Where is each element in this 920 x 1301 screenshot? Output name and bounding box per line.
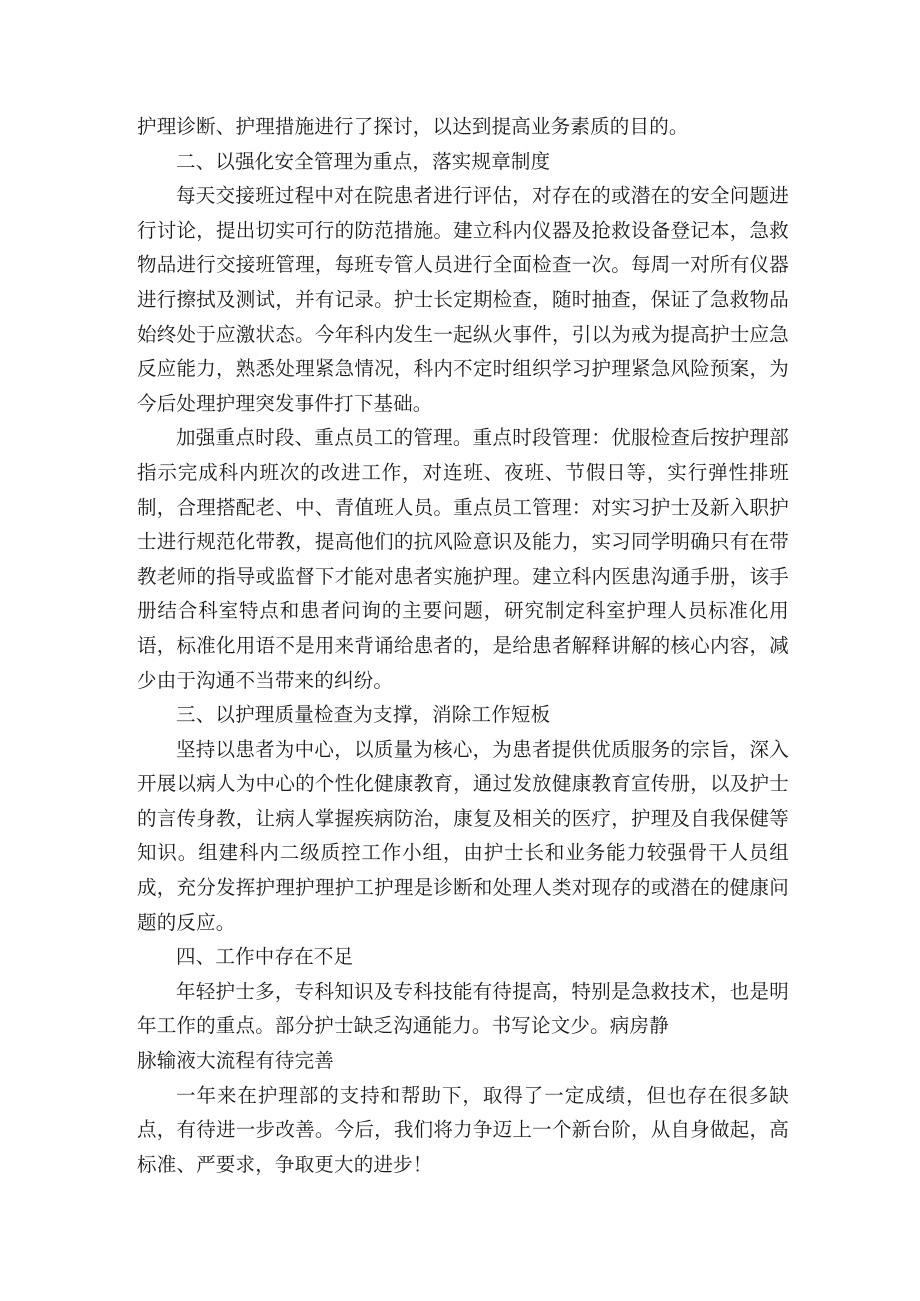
paragraph-patient-centered: 坚持以患者为中心，以质量为核心，为患者提供优质服务的宗旨，深入开展以病人为中心的个性化健康教育，通过发放健康教育宣传册，以及护士的言传身教，让病人掌握疾病防治，康复及相关的医疗，护理及自我保健等知识。组建科内二级质控工作小组，由护士长和业务能力较强骨干人员组成，充分发挥护理护理护工护理是诊断和处理人类对现存的或潜在的健康问题的反应。 <box>137 737 789 934</box>
paragraph-conclusion: 一年来在护理部的支持和帮助下，取得了一定成绩，但也存在很多缺点，有待进一步改善。今后，我们将力争迈上一个新台阶，从自身做起，高标准、严要求，争取更大的进步！ <box>137 1083 789 1176</box>
section-heading-3: 三、以护理质量检查为支撑，消除工作短板 <box>176 703 551 727</box>
document-body <box>137 110 789 1182</box>
paragraph-safety-handover: 每天交接班过程中对在院患者进行评估，对存在的或潜在的安全问题进行讨论，提出切实可行的防范措施。建立科内仪器及抢救设备登记本，急救物品进行交接班管理，每班专管人员进行全面检查一次。每周一对所有仪器进行擦拭及测试，并有记录。护士长定期检查，随时抽查，保证了急救物品始终处于应激状态。今年科内发生一起纵火事件，引以为戒为提高护士应急反应能力，熟悉处理紧急情况，科内不定时组织学习护理紧急风险预案，为今后处理护理突发事件打下基础。 <box>137 184 789 415</box>
paragraph-key-periods: 加强重点时段、重点员工的管理。重点时段管理：优服检查后按护理部指示完成科内班次的改进工作，对连班、夜班、节假日等，实行弹性排班制，合理搭配老、中、青值班人员。重点员工管理：对实习护士及新入职护士进行规范化带教，提高他们的抗风险意识及能力，实习同学明确只有在带教老师的指导或监督下才能对患者实施护理。建立科内医患沟通手册，该手册结合科室特点和患者问询的主要问题，研究制定科室护理人员标准化用语，标准化用语不是用来背诵给患者的，是给患者解释讲解的核心内容，减少由于沟通不当带来的纠纷。 <box>137 426 789 692</box>
section-heading-2: 二、以强化安全管理为重点，落实规章制度 <box>176 149 551 173</box>
paragraph-shortcomings: 年轻护士多，专科知识及专科技能有待提高，特别是急救技术，也是明年工作的重点。部分护士缺乏沟通能力。书写论文少。病房静 <box>137 979 789 1038</box>
paragraph-shortcomings-tail: 脉输液大流程有待完善 <box>137 1049 335 1073</box>
section-heading-4: 四、工作中存在不足 <box>176 945 354 969</box>
paragraph-continuation: 护理诊断、护理措施进行了探讨，以达到提高业务素质的目的。 <box>137 115 689 138</box>
